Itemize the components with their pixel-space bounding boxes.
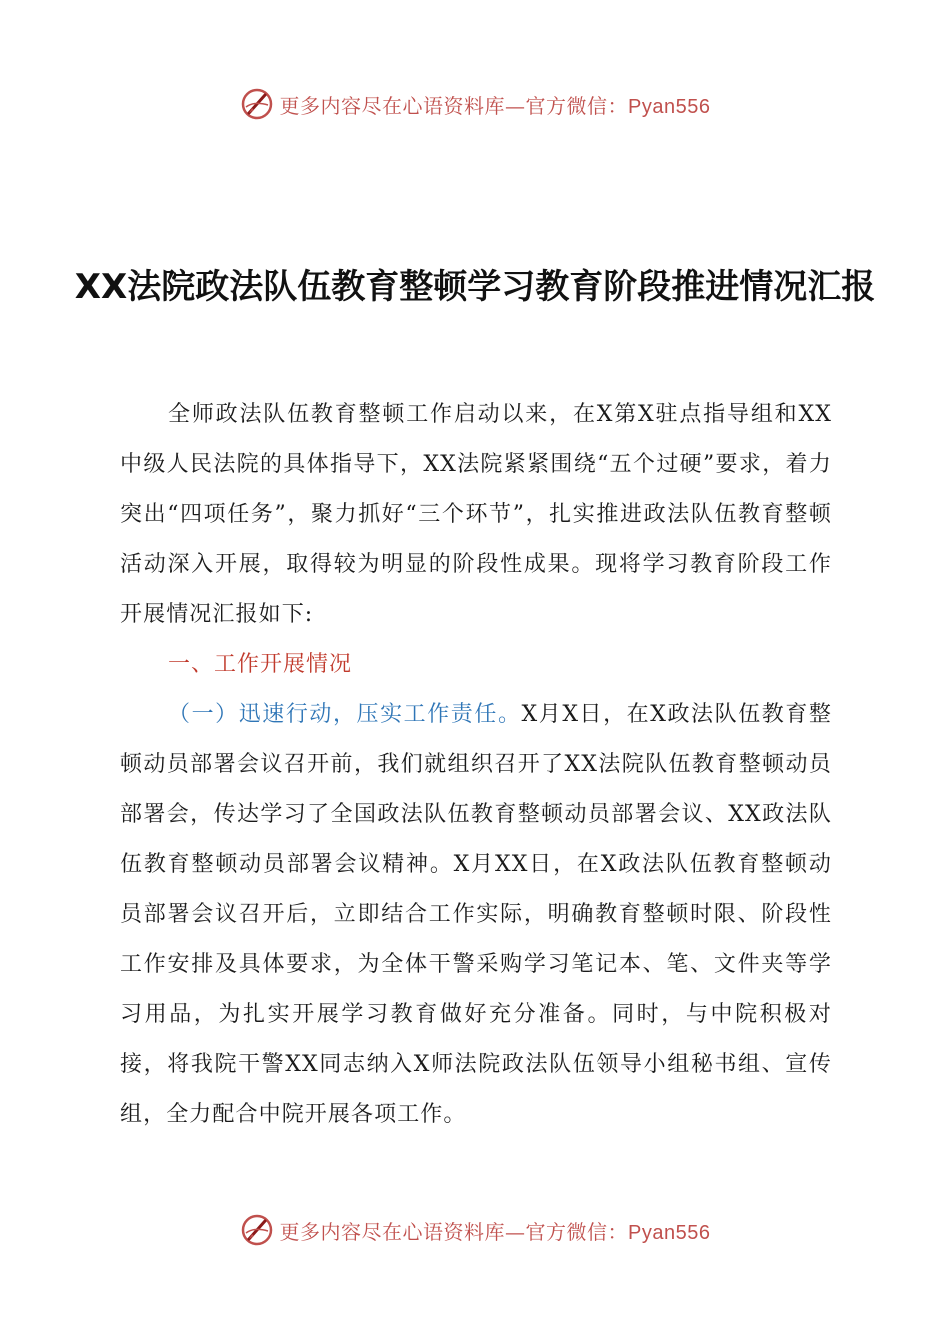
subsection-body: X月X日，在X政法队伍教育整顿动员部署会议召开前，我们就组织召开了XX法院队伍教育整顿动员部署会，传达学习了全国政法队伍教育整顿动员部署会议、XX政法队伍教育整顿动员部署会议精神。X月XX日，在X政法队伍教育整顿动员部署会议召开后，立即结合工作实际，明确教育整顿时限、阶段性工作安排及具体要求，为全体干警采购学习笔记本、笔、文件夹等学习用品，为扎实开展学习教育做好充分准备。同时，与中院积极对接，将我院干警XX同志纳入X师法院政法队伍领导小组秘书组、宣传组，全力配合中院开展各项工作。: [120, 702, 832, 1127]
document-body: [120, 390, 832, 1140]
subsection-heading: （一）迅速行动，压实工作责任。: [168, 702, 522, 727]
pen-logo-icon: [240, 1213, 274, 1247]
watermark-banner-bottom: [0, 1210, 950, 1250]
document-title: XX法院政法队伍教育整顿学习教育阶段推进情况汇报: [74, 267, 876, 307]
wechat-id: Pyan556: [628, 1221, 711, 1244]
watermark-banner-top: [0, 84, 950, 124]
section-heading: 一、工作开展情况: [168, 652, 353, 677]
watermark-text: 更多内容尽在心语资料库—官方微信：Pyan556: [279, 93, 711, 118]
intro-paragraph: 全师政法队伍教育整顿工作启动以来，在X第X驻点指导组和XX中级人民法院的具体指导下，XX法院紧紧围绕“五个过硬”要求，着力突出“四项任务”，聚力抓好“三个环节”，扎实推进政法队伍教育整顿活动深入开展，取得较为明显的阶段性成果。现将学习教育阶段工作开展情况汇报如下:: [120, 402, 832, 627]
subsection-paragraph: [120, 690, 832, 1140]
pen-logo-icon: [240, 87, 274, 121]
watermark-text: 更多内容尽在心语资料库—官方微信：Pyan556: [279, 1219, 711, 1244]
wechat-id: Pyan556: [628, 95, 711, 118]
